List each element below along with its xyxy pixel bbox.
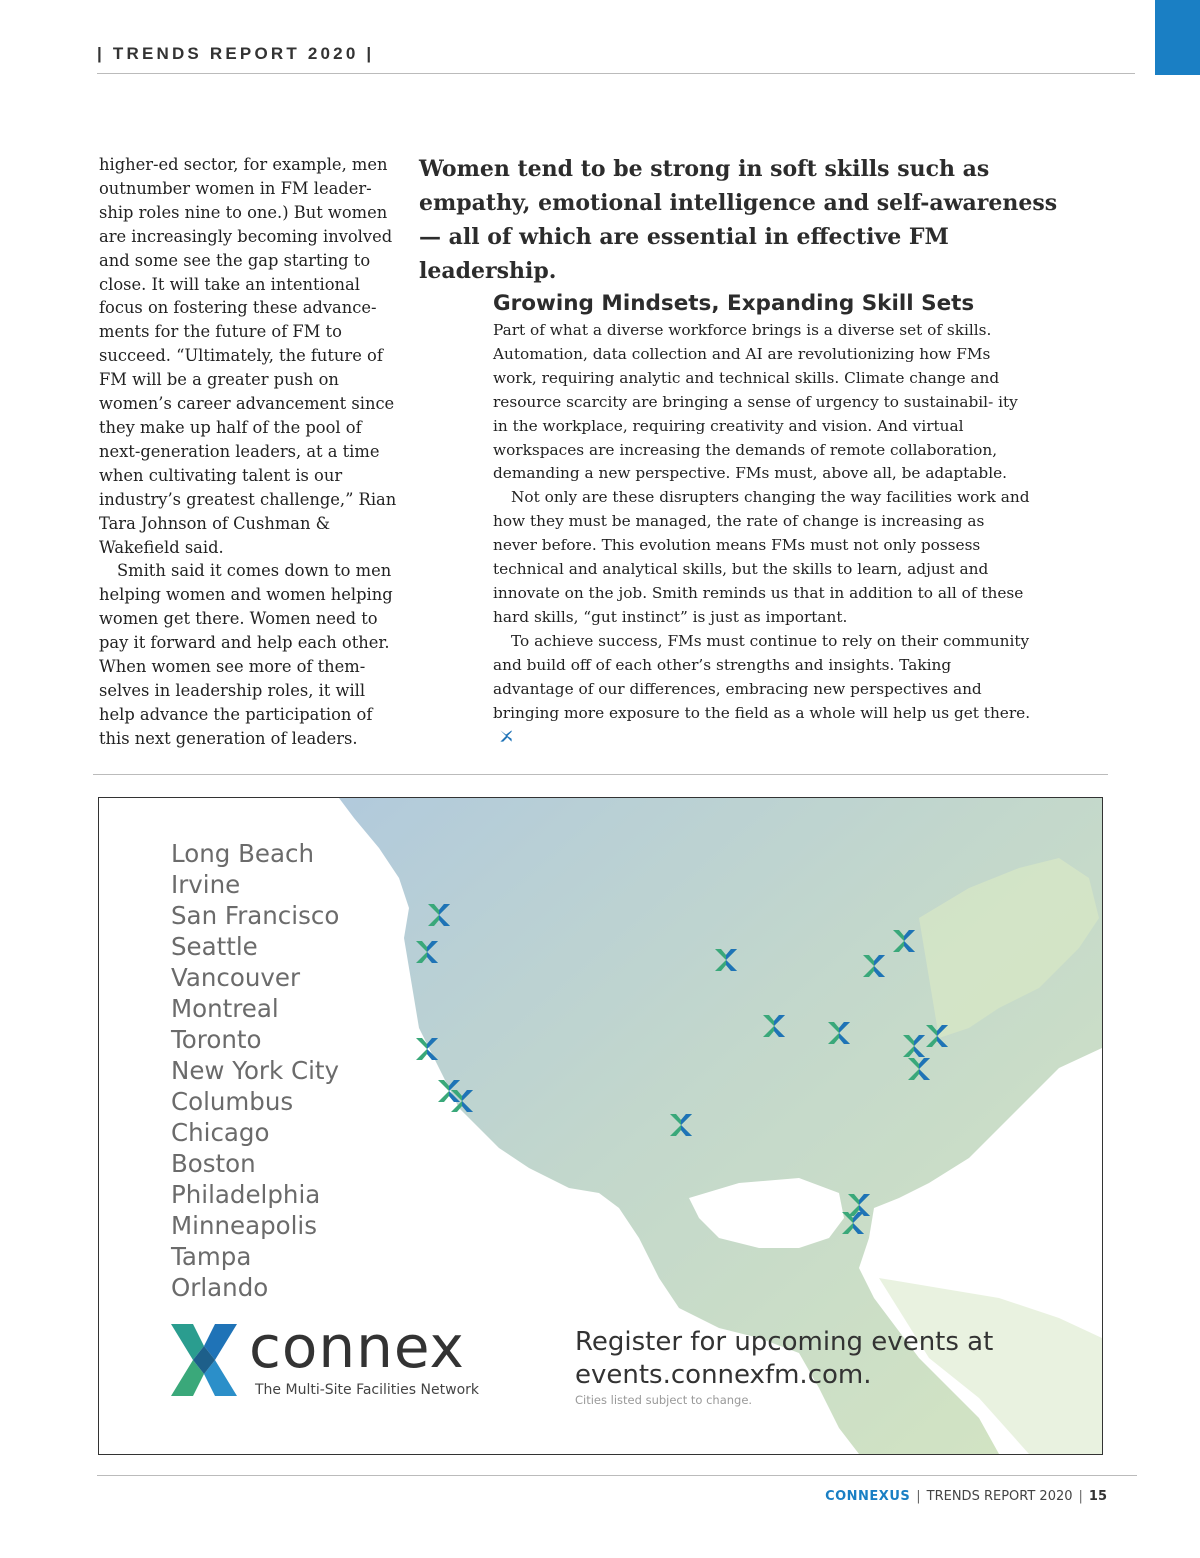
section-divider — [93, 774, 1108, 775]
logo-wordmark: connex — [249, 1313, 465, 1381]
city-list — [171, 838, 339, 1303]
city-name: Irvine — [171, 870, 241, 899]
section-heading: Growing Mindsets, Expanding Skill Sets — [493, 291, 975, 316]
right-column — [493, 319, 1033, 749]
end-mark-icon — [499, 729, 513, 743]
city-name: Seattle — [171, 932, 258, 961]
city-name: Vancouver — [171, 963, 301, 992]
register-url[interactable]: events.connexfm.com. — [575, 1360, 872, 1390]
connex-logo-icon — [171, 1324, 237, 1396]
body-paragraph: Part of what a diverse workforce brings is a diverse set of skills. Automation, data collection and AI are revolutionizing how FMs work, requiring analytic and technical skills. Climate change and resource scarcity are bringing a sense of urgency to sustainabil- ity in the workplace, requiring creativity and vision. And virtual workspaces are increasing the demands of remote collaboration, demanding a new perspective. FMs must, above all, be adaptable. — [493, 321, 1018, 483]
city-name: Toronto — [171, 1025, 262, 1054]
body-paragraph: Not only are these disrupters changing the way facilities work and how they must be managed, the rate of change is increasing as never before. This evolution means FMs must not only possess technical and analytical skills, but the skills to learn, adjust and innovate on the job. Smith reminds us that in addition to all of these hard skills, “gut instinct” is just as important. — [493, 488, 1030, 626]
page-number: 15 — [1088, 1489, 1107, 1504]
city-name: Boston — [171, 1149, 256, 1178]
body-paragraph-text: To achieve success, FMs must continue to rely on their community and build off of each other’s strengths and insights. Taking advantage of our differences, embracing new perspectives and bringing more exposure to the field as a whole will help us get there. — [493, 631, 1031, 722]
city-name: Long Beach — [171, 839, 314, 868]
footer-report: TRENDS REPORT 2020 — [926, 1489, 1073, 1504]
connex-advertisement — [98, 797, 1103, 1455]
footer-separator: | — [916, 1489, 921, 1504]
city-name: Columbus — [171, 1087, 294, 1116]
left-paragraph: Smith said it comes down to men helping women and women helping women get there. Women need to pay it forward and help each other. When women see more of them- selves in leadership roles, it will help advance the participation of this next generation of leaders. — [99, 561, 393, 748]
city-name: New York City — [171, 1056, 339, 1085]
footer-divider — [97, 1475, 1137, 1476]
city-name: San Francisco — [171, 901, 340, 930]
body-paragraph-last — [493, 630, 1033, 750]
city-name: Minneapolis — [171, 1211, 318, 1240]
city-name: Montreal — [171, 994, 279, 1023]
running-head: | TRENDS REPORT 2020 | — [97, 44, 375, 63]
pull-quote: Women tend to be strong in soft skills such as empathy, emotional intelligence and self-awareness — all of which are essential in effective FM leadership. — [419, 156, 1058, 284]
city-name: Chicago — [171, 1118, 270, 1147]
footer-brand: CONNEXUS — [825, 1489, 911, 1504]
city-name: Orlando — [171, 1273, 269, 1302]
register-callout — [575, 1326, 993, 1392]
disclaimer: Cities listed subject to change. — [575, 1393, 753, 1407]
header-divider — [97, 73, 1135, 74]
left-column — [99, 153, 399, 751]
page-footer — [825, 1489, 1107, 1504]
register-line: Register for upcoming events at — [575, 1327, 994, 1357]
logo-tagline: The Multi-Site Facilities Network — [255, 1382, 479, 1398]
page-edge-tab — [1155, 0, 1200, 75]
footer-separator: | — [1078, 1489, 1083, 1504]
left-paragraph: higher-ed sector, for example, men outnumber women in FM leader- ship roles nine to one.) But women are increasingly becoming involved and some see the gap starting to close. It will take an intentional focus on fostering these advance- ments for the future of FM to succeed. “Ultimately, the future of FM will be a greater push on women’s career advancement since they make up half of the pool of next-generation leaders, at a time when cultivating talent is our industry’s greatest challenge,” Rian Tara Johnson of Cushman & Wakefield said. — [99, 155, 397, 557]
city-name: Philadelphia — [171, 1180, 321, 1209]
city-name: Tampa — [171, 1242, 252, 1271]
